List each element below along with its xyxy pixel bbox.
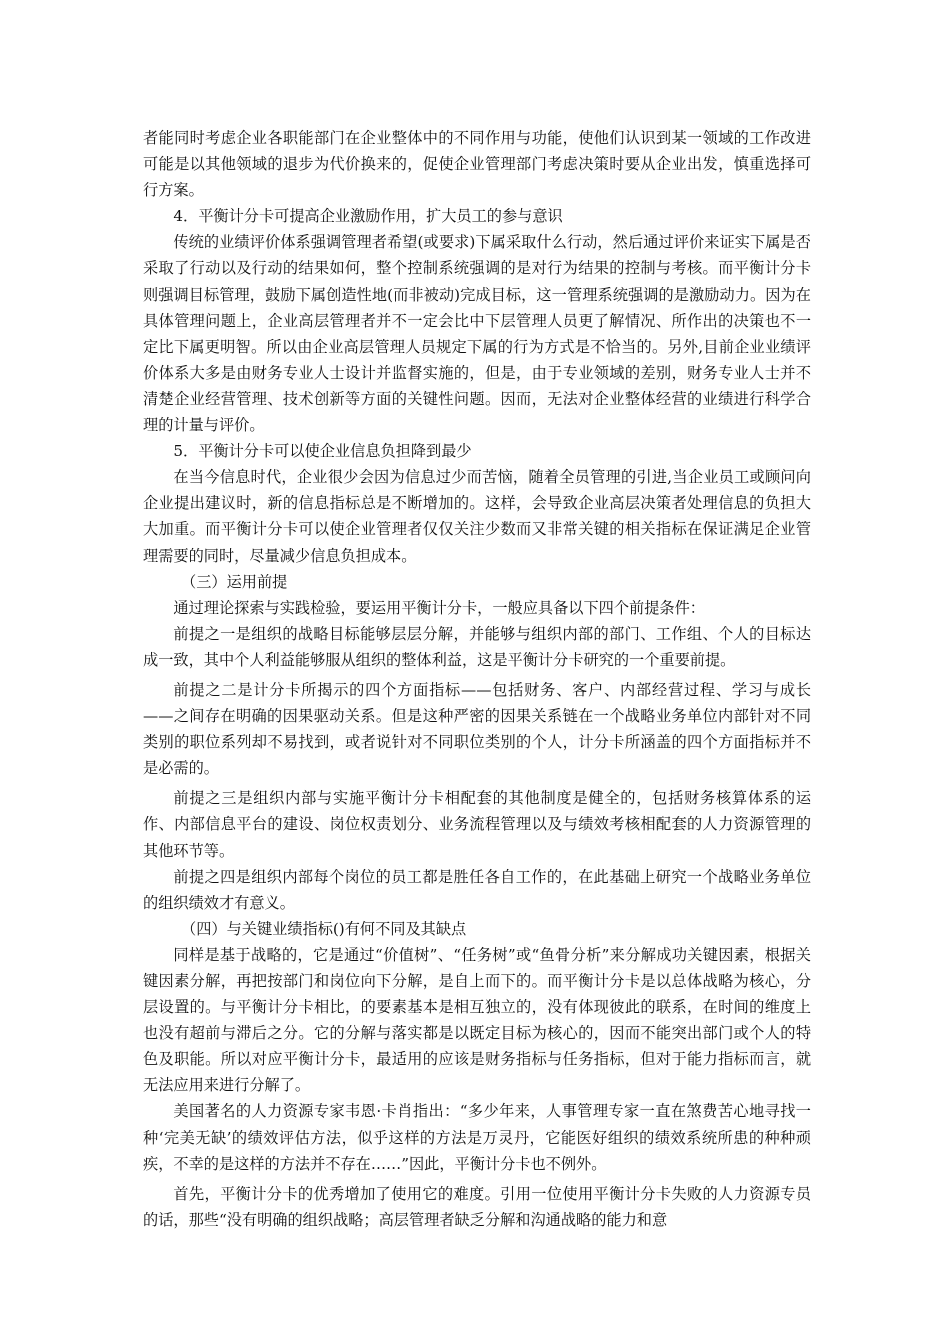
paragraph: 前提之三是组织内部与实施平衡计分卡相配套的其他制度是健全的，包括财务核算体系的运作、内部信息平台的建设、岗位权责划分、业务流程管理以及与绩效考核相配套的人力资源管理的其他环节等。: [143, 789, 811, 860]
document-body: [143, 125, 811, 1233]
section-heading-4: 4．平衡计分卡可提高企业激励作用，扩大员工的参与意识: [173, 207, 563, 226]
paragraph-continuation: 者能同时考虑企业各职能部门在企业整体中的不同作用与功能，使他们认识到某一领域的工作改进可能是以其他领域的退步为代价换来的，促使企业管理部门考虑决策时要从企业出发，慎重选择可行方案。: [143, 129, 811, 200]
section-heading-5: 5．平衡计分卡可以使企业信息负担降到最少: [173, 442, 472, 461]
paragraph: 首先，平衡计分卡的优秀增加了使用它的难度。引用一位使用平衡计分卡失败的人力资源专员的话，那些“没有明确的组织战略；高层管理者缺乏分解和沟通战略的能力和意: [143, 1184, 811, 1229]
paragraph: 前提之四是组织内部每个岗位的员工都是胜任各自工作的，在此基础上研究一个战略业务单位的组织绩效才有意义。: [143, 867, 811, 912]
paragraph: 前提之一是组织的战略目标能够层层分解，并能够与组织内部的部门、工作组、个人的目标达成一致，其中个人利益能够服从组织的整体利益，这是平衡计分卡研究的一个重要前提。: [143, 624, 811, 669]
paragraph: 同样是基于战略的，它是通过“价值树”、“任务树”或“鱼骨分析”来分解成功关键因素，根据关键因素分解，再把按部门和岗位向下分解，是自上而下的。而平衡计分卡是以总体战略为核心，分层设置的。与平衡计分卡相比，的要素基本是相互独立的，没有体现彼此的联系，在时间的维度上也没有超前与滞后之分。它的分解与落实都是以既定目标为核心的，因而不能突出部门或个人的特色及职能。所以对应平衡计分卡，最适用的应该是财务指标与任务指标，但对于能力指标而言，就无法应用来进行分解了。: [143, 945, 811, 1095]
paragraph: 通过理论探索与实践检验，要运用平衡计分卡，一般应具备以下四个前提条件：: [173, 598, 705, 617]
paragraph: 在当今信息时代，企业很少会因为信息过少而苦恼，随着全员管理的引进,当企业员工或顾问向企业提出建议时，新的信息指标总是不断增加的。这样，会导致企业高层决策者处理信息的负担大大加重。而平衡计分卡可以使企业管理者仅仅关注少数而又非常关键的相关指标在保证满足企业管理需要的同时，尽量减少信息负担成本。: [143, 468, 811, 565]
subsection-heading-3: （三）运用前提: [181, 572, 288, 591]
paragraph: 美国著名的人力资源专家韦恩·卡肖指出：“多少年来，人事管理专家一直在煞费苦心地寻找一种‘完美无缺’的绩效评估方法，似乎这样的方法是万灵丹，它能医好组织的绩效系统所患的种种顽疾，不幸的是这样的方法并不存在……”因此，平衡计分卡也不例外。: [143, 1102, 811, 1173]
paragraph: 前提之二是计分卡所揭示的四个方面指标——包括财务、客户、内部经营过程、学习与成长——之间存在明确的因果驱动关系。但是这种严密的因果关系链在一个战略业务单位内部针对不同类别的职位系列却不易找到，或者说针对不同职位类别的个人，计分卡所涵盖的四个方面指标并不是必需的。: [143, 680, 811, 778]
paragraph: 传统的业绩评价体系强调管理者希望(或要求)下属采取什么行动，然后通过评价来证实下属是否采取了行动以及行动的结果如何，整个控制系统强调的是对行为结果的控制与考核。而平衡计分卡则强调目标管理，鼓励下属创造性地(而非被动)完成目标，这一管理系统强调的是激励动力。因为在具体管理问题上，企业高层管理者并不一定会比中下层管理人员更了解情况、所作出的决策也不一定比下属更明智。所以由企业高层管理人员规定下属的行为方式是不恰当的。另外,目前企业业绩评价体系大多是由财务专业人士设计并监督实施的，但是，由于专业领域的差别，财务专业人士并不清楚企业经营管理、技术创新等方面的关键性问题。因而，无法对企业整体经营的业绩进行科学合理的计量与评价。: [143, 233, 811, 435]
subsection-heading-4: （四）与关键业绩指标()有何不同及其缺点: [181, 919, 467, 938]
